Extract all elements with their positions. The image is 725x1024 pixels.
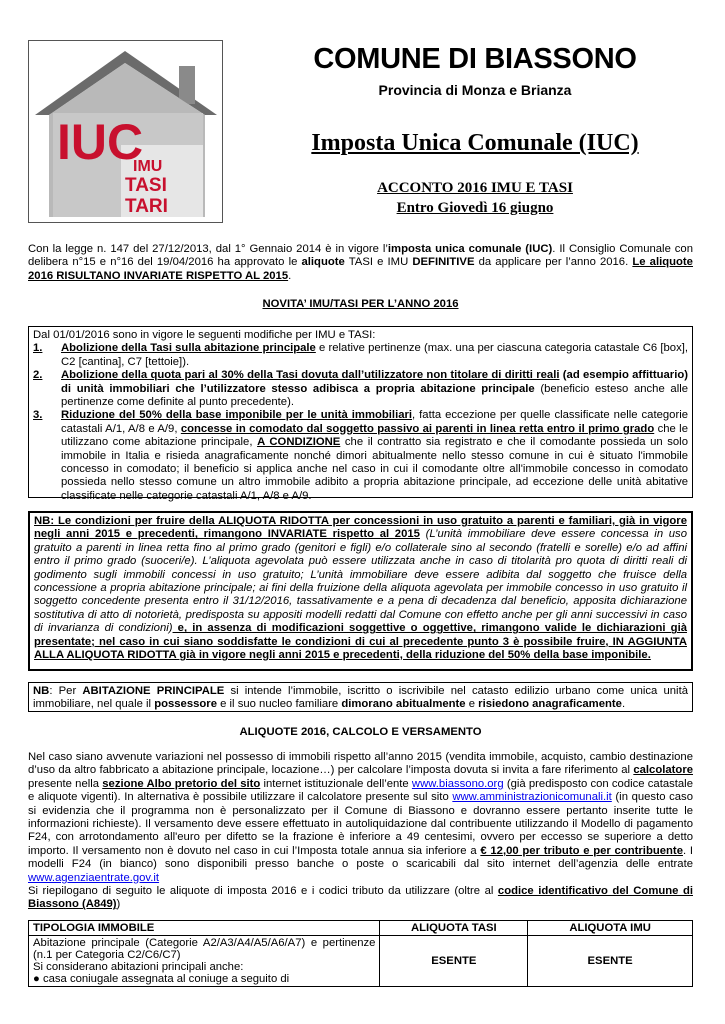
calcolo-text: € 12,00 per tributo e per contribuente [480, 844, 683, 857]
municipal-logo [28, 40, 223, 223]
calcolo-text: calcolatore [633, 764, 693, 777]
list-item-text: Riduzione del 50% della base imponibile per le unità immobiliari [61, 409, 413, 422]
calcolo-text: internet istituzionale dell’ente [260, 777, 412, 790]
acconto-block [250, 178, 700, 218]
house-logo-graphic [29, 41, 222, 222]
novita-box [28, 326, 693, 502]
table-header: ALIQUOTA IMU [528, 921, 693, 936]
list-item [33, 409, 688, 503]
page-subtitle: Provincia di Monza e Brianza [378, 82, 572, 98]
calcolo-heading: ALIQUOTE 2016, CALCOLO E VERSAMENTO [239, 726, 482, 738]
list-item-number: 1. [33, 342, 43, 355]
nb2-text: NB [33, 685, 50, 697]
nb1-text: NB: Le condizioni per fruire della ALIQUOTA RIDOTTA per concessioni in uso gratuito a parenti e familiari, già in vigore negli anni 2015 e precedenti, rimangono INVARIATE rispetto al 2015 [34, 515, 687, 541]
calcolo-text: (già predisposto con codice catastale e aliquote vigenti). In alternativa è possibile utilizzare il calcolatore presente sul sito [28, 777, 693, 804]
intro-paragraph [28, 243, 693, 283]
table-header-row [29, 921, 693, 936]
acconto-line-2: Entro Giovedì 16 giugno [396, 200, 554, 216]
nb2-text: e [465, 698, 479, 711]
cell-text: ● casa coniugale assegnata al coniuge a seguito di [33, 973, 290, 985]
list-item-text: A CONDIZIONE [257, 436, 341, 449]
calcolo-text: Nel caso siano avvenute variazioni nel possesso di immobili rispetto all’anno 2015 (vendita immobile, acquisto, cambio destinazione d’uso da altro fabbricato a abitazione principale, locazione…) per calcolare l’imposta dovuta si invita a fare riferimento al [28, 751, 693, 777]
list-item-text: (ad esempio affittuario) di unità immobiliari che l’utilizzatore stesso adibisca a propria abitazione principale [61, 369, 688, 395]
nb2-text: ABITAZIONE PRINCIPALE [82, 685, 225, 697]
calcolo-text: presente nella [28, 777, 103, 790]
list-item-text: concesse in comodato dal soggetto passivo ai parenti in linea retta entro il primo grado [180, 422, 655, 435]
list-item-text: e relative pertinenze (max. una per ciascuna categoria catastale C6 [box], C2 [cantina], C7 [tettoie]). [61, 342, 688, 368]
intro-text: Con la legge n. 147 del 27/12/2013, dal 1° Gennaio 2014 è in vigore l’ [28, 243, 388, 255]
list-item [33, 342, 688, 369]
intro-text: imposta unica comunale (IUC) [387, 243, 553, 255]
aliquote-table [28, 920, 693, 987]
list-item [33, 369, 688, 409]
logo-word-tasi: TASI [125, 175, 167, 196]
calcolo-text: codice identificativo del Comune di Biassono (A849) [28, 885, 693, 911]
logo-word-imu: IMU [133, 158, 163, 175]
nb2-text: e il suo nucleo familiare [216, 698, 342, 711]
calcolo-text: ) [116, 898, 121, 911]
table-cell: ESENTE [380, 936, 528, 987]
chimney-shape [179, 66, 195, 104]
list-item-number: 3. [33, 409, 43, 422]
biassono-website-link[interactable]: www.biassono.org [411, 777, 504, 790]
list-item-text: che le utilizzano come abitazione principale, [61, 422, 688, 449]
calcolo-text: Si riepilogano di seguito le aliquote di imposta 2016 e i codici tributo da utilizzare (oltre al [28, 885, 498, 898]
nb2-text: dimorano abitualmente [341, 698, 466, 711]
table-row [29, 936, 693, 987]
logo-acronym: IUC [57, 114, 144, 170]
nb1-text: e, in assenza di modificazioni soggettive o oggettive, rimangono valide le dichiarazioni già presentate; nel caso in cui siano soddisfatte le condizioni di cui al precedente punto 3 è possibile fruire, IN AGGIUNTA ALLA ALIQUOTA RIDOTTA già in vigore negli anni 2015 e precedenti, della riduzione del 50% della base imponibile. [34, 622, 687, 662]
nb-aliquota-ridotta-box [28, 511, 693, 671]
table-header: ALIQUOTA TASI [380, 921, 528, 936]
table-cell [29, 936, 380, 987]
intro-text: da applicare per l’anno 2016. [474, 256, 633, 269]
acconto-line-1: ACCONTO 2016 IMU E TASI [377, 180, 573, 196]
nb2-text: . [621, 698, 626, 711]
intro-text: . [288, 269, 292, 282]
nb2-text: risiedono anagraficamente [478, 698, 622, 711]
nb1-text: (L’unità immobiliare deve essere concessa in uso gratuito a parenti in linea retta fino al primo grado (genitori e figli) e/o collaterale sino al secondo (fratelli e sorelle) e/o ad affini entro il primo grado (suoceri/e). L’aliquota agevolata può essere utilizzata anche in caso di titolarità pro quota di diritti reali di godimento sugli immobili concessi in uso gratuito; L’unità immobiliare deve essere adibita dal soggetto che fruisce della concessione a propria abitazione principale; ai fini della fruizione della aliquota agevolata per immobile concesso in uso gratuito il soggetto concedente presenta entro il 31/12/2016, tassativamente e a pena di decadenza dal beneficio, apposita dichiarazione sostitutiva di atto di notorietà, predisposta su appositi modelli redatti dal Comune con effetto anche per gli anni successivi in caso di invarianza di condizioni) [34, 528, 687, 635]
intro-text: aliquote [301, 256, 345, 269]
logo-word-tari: TARI [125, 196, 168, 217]
list-item-text: , fatta eccezione per quelle classificate nelle categorie catastali A/1, A/8 e A/9, [61, 409, 689, 435]
list-item-text: (beneficio esteso anche alle pertinenze come definite al punto precedente). [61, 382, 689, 409]
amministrazionicomunali-link[interactable]: www.amministrazionicomunali.it [452, 791, 612, 804]
calcolo-paragraph [28, 751, 693, 912]
nb-abitazione-principale-box [28, 682, 693, 712]
calcolo-text: . I modelli F24 (in bianco) sono disponibili presso banche o poste o scaricabili dal sito internet dell’agenzia delle entrate [28, 844, 694, 871]
intro-text: . Il Consiglio Comunale con delibera n°15 e n°16 del 19/04/2016 ha approvato le [28, 243, 693, 269]
page-title: COMUNE DI BIASSONO [313, 43, 637, 75]
intro-text: DEFINITIVE [412, 256, 475, 269]
iuc-title: Imposta Unica Comunale (IUC) [311, 130, 639, 156]
list-item-number: 2. [33, 369, 43, 382]
cell-text: Si considerano abitazioni principali anche: [33, 961, 244, 973]
list-item-text: che il contratto sia registrato e che il comodante possieda un solo immobile in Italia e risieda anagraficamente nonché dimori abitualmente nello stesso comune in cui è situato l'immobile concesso in comodato; il beneficio si applica anche nel caso in cui il comodante oltre all'immobile concesso in comodato possieda nello stesso comune un altro immobile adibito a propria abitazione principale, ad eccezione delle unità abitative classificate nelle categorie catastali A/1, A/8 e A/9. [61, 436, 688, 502]
nb2-text: si intende l’immobile, iscritto o iscrivibile nel catasto edilizio urbano come unica unità immobiliare, nel quale il [33, 685, 688, 711]
table-cell: ESENTE [528, 936, 693, 987]
nb2-text: possessore [154, 698, 217, 711]
intro-text: Le aliquote 2016 RISULTANO INVARIATE RISPETTO AL 2015 [28, 256, 693, 282]
calcolo-text: (in questo caso si evidenzia che il programma non è personalizzato per il Comune di Biassono e dovranno essere pertanto inserite tutte le informazioni richieste). Il versamento deve essere effettuato in autoliquidazione dal contribuente utilizzando il Modello di pagamento F24, con arrotondamento all'euro per difetto se la frazione è inferiore a 49 centesimi, ovvero per eccesso se superiore a detto importo. Il versamento non è dovuto nel caso in cui l’Imposta totale annua sia inferiore a [28, 791, 693, 857]
intro-text: TASI e IMU [344, 256, 413, 269]
list-item-text: Abolizione della quota pari al 30% della Tasi dovuta dall’utilizzatore non titolare di diritti reali [61, 369, 560, 382]
cell-text: Abitazione principale (Categorie A2/A3/A4/A5/A6/A7) e pertinenze (n.1 per Categoria C2/C6/C7) [33, 937, 376, 961]
calcolo-riepilogo [28, 885, 693, 912]
table-header: TIPOLOGIA IMMOBILE [29, 921, 380, 936]
novita-heading [28, 298, 693, 310]
novita-list [33, 342, 688, 503]
novita-lead: Dal 01/01/2016 sono in vigore le seguenti modifiche per IMU e TASI: [33, 329, 376, 341]
nb2-text: : Per [49, 685, 83, 697]
list-item-text: Abolizione della Tasi sulla abitazione principale [61, 342, 316, 355]
calcolo-text: sezione Albo pretorio del sito [102, 777, 261, 790]
agenziaentrate-link[interactable]: www.agenziaentrate.gov.it [28, 871, 160, 884]
novita-heading-text: NOVITA’ IMU/TASI PER L’ANNO 2016 [262, 298, 459, 310]
